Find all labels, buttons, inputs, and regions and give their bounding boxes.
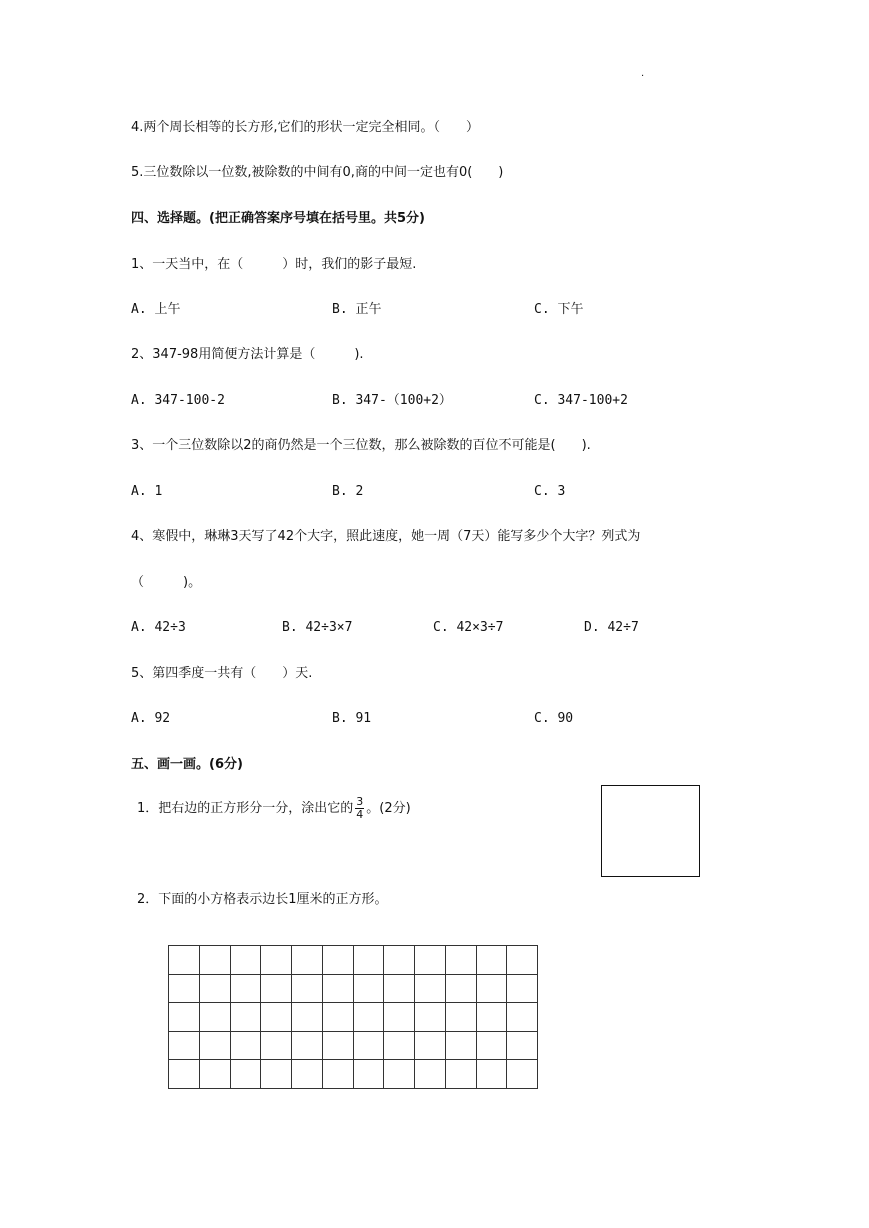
draw-q2: 2．下面的小方格表示边长1厘米的正方形。	[137, 892, 388, 907]
fraction-denominator: 4	[356, 808, 364, 821]
grid-cell	[384, 946, 415, 975]
choice-q4: 4、寒假中，琳琳3天写了42个大字，照此速度，她一周（7天）能写多少个大字？列式为	[131, 529, 641, 544]
judgement-q5: 5.三位数除以一位数,被除数的中间有0,商的中间一定也有0( )	[131, 165, 504, 180]
choice-q3-option-a: A. 1	[131, 484, 163, 499]
choice-q4-option-d: D. 42÷7	[584, 620, 639, 635]
grid-cell	[507, 1060, 538, 1089]
grid-cell	[200, 1032, 231, 1061]
choice-q4-continuation: （ )。	[131, 575, 202, 590]
grid-cell	[261, 1060, 292, 1089]
grid-cell	[507, 1003, 538, 1032]
draw-section-title: 五、画一画。(6分)	[131, 757, 243, 772]
choice-q2-option-a: A. 347-100-2	[131, 393, 225, 408]
grid-cell	[292, 975, 323, 1004]
draw-q1	[137, 796, 411, 822]
choice-q1-option-a: A. 上午	[131, 302, 181, 317]
draw-q1-suffix: 。(2分)	[366, 801, 411, 816]
grid-cell	[384, 975, 415, 1004]
grid-cell	[169, 1032, 200, 1061]
grid-cell	[292, 1003, 323, 1032]
centimeter-grid	[168, 945, 538, 1089]
grid-cell	[169, 1060, 200, 1089]
grid-cell	[231, 946, 262, 975]
grid-cell	[323, 1060, 354, 1089]
grid-cell	[354, 1060, 385, 1089]
grid-cell	[477, 975, 508, 1004]
choice-q1: 1、一天当中，在（ ）时，我们的影子最短.	[131, 257, 417, 272]
grid-cell	[169, 1003, 200, 1032]
blank-square	[601, 785, 700, 877]
grid-cell	[415, 1032, 446, 1061]
grid-cell	[231, 1032, 262, 1061]
grid-cell	[354, 1032, 385, 1061]
choice-q5-option-c: C. 90	[534, 711, 574, 726]
fraction-numerator: 3	[356, 795, 364, 808]
grid-cell	[354, 1003, 385, 1032]
draw-q1-prefix: 1．把右边的正方形分一分，涂出它的	[137, 801, 354, 816]
choice-q3-option-b: B. 2	[332, 484, 364, 499]
grid-cell	[323, 975, 354, 1004]
grid-cell	[477, 946, 508, 975]
grid-cell	[261, 1003, 292, 1032]
grid-cell	[415, 1003, 446, 1032]
grid-cell	[446, 1032, 477, 1061]
choice-q2-option-c: C. 347-100+2	[534, 393, 628, 408]
grid-cell	[507, 946, 538, 975]
grid-cell	[446, 1060, 477, 1089]
grid-cell	[477, 1060, 508, 1089]
grid-cell	[231, 1003, 262, 1032]
grid-cell	[507, 1032, 538, 1061]
grid-cell	[415, 1060, 446, 1089]
choice-q5-option-b: B. 91	[332, 711, 372, 726]
grid-cell	[261, 1032, 292, 1061]
choice-q1-option-c: C. 下午	[534, 302, 584, 317]
grid-cell	[384, 1060, 415, 1089]
grid-cell	[323, 1032, 354, 1061]
grid-cell	[354, 975, 385, 1004]
grid-cell	[415, 946, 446, 975]
grid-cell	[292, 946, 323, 975]
grid-cell	[200, 1060, 231, 1089]
grid-cell	[200, 975, 231, 1004]
choice-q3: 3、一个三位数除以2的商仍然是一个三位数，那么被除数的百位不可能是( ).	[131, 438, 591, 453]
choice-q3-option-c: C. 3	[534, 484, 566, 499]
grid-cell	[292, 1060, 323, 1089]
grid-cell	[415, 975, 446, 1004]
grid-cell	[446, 946, 477, 975]
grid-cell	[231, 975, 262, 1004]
grid-cell	[261, 975, 292, 1004]
grid-cell	[384, 1003, 415, 1032]
grid-cell	[169, 975, 200, 1004]
grid-cell	[323, 1003, 354, 1032]
choice-q5: 5、第四季度一共有（ ）天.	[131, 666, 313, 681]
choice-q1-option-b: B. 正午	[332, 302, 382, 317]
grid-cell	[261, 946, 292, 975]
grid-cell	[477, 1032, 508, 1061]
grid-cell	[477, 1003, 508, 1032]
page-dot: .	[641, 68, 645, 79]
grid-cell	[354, 946, 385, 975]
fraction-three-quarters	[355, 796, 364, 821]
grid-cell	[507, 975, 538, 1004]
grid-cell	[200, 1003, 231, 1032]
choice-q5-option-a: A. 92	[131, 711, 171, 726]
judgement-q4: 4.两个周长相等的长方形,它们的形状一定完全相同。（ ）	[131, 120, 480, 135]
choice-q4-option-c: C. 42×3÷7	[433, 620, 504, 635]
grid-cell	[169, 946, 200, 975]
grid-cell	[323, 946, 354, 975]
choice-q2-option-b: B. 347-（100+2）	[332, 393, 452, 408]
choice-q2: 2、347-98用简便方法计算是（ ).	[131, 347, 364, 362]
choice-q4-option-b: B. 42÷3×7	[282, 620, 353, 635]
grid-cell	[446, 975, 477, 1004]
grid-cell	[231, 1060, 262, 1089]
grid-cell	[446, 1003, 477, 1032]
choice-q4-option-a: A. 42÷3	[131, 620, 186, 635]
grid-cell	[292, 1032, 323, 1061]
grid-cell	[200, 946, 231, 975]
grid-cell	[384, 1032, 415, 1061]
choice-section-title: 四、选择题。(把正确答案序号填在括号里。共5分)	[131, 211, 425, 226]
